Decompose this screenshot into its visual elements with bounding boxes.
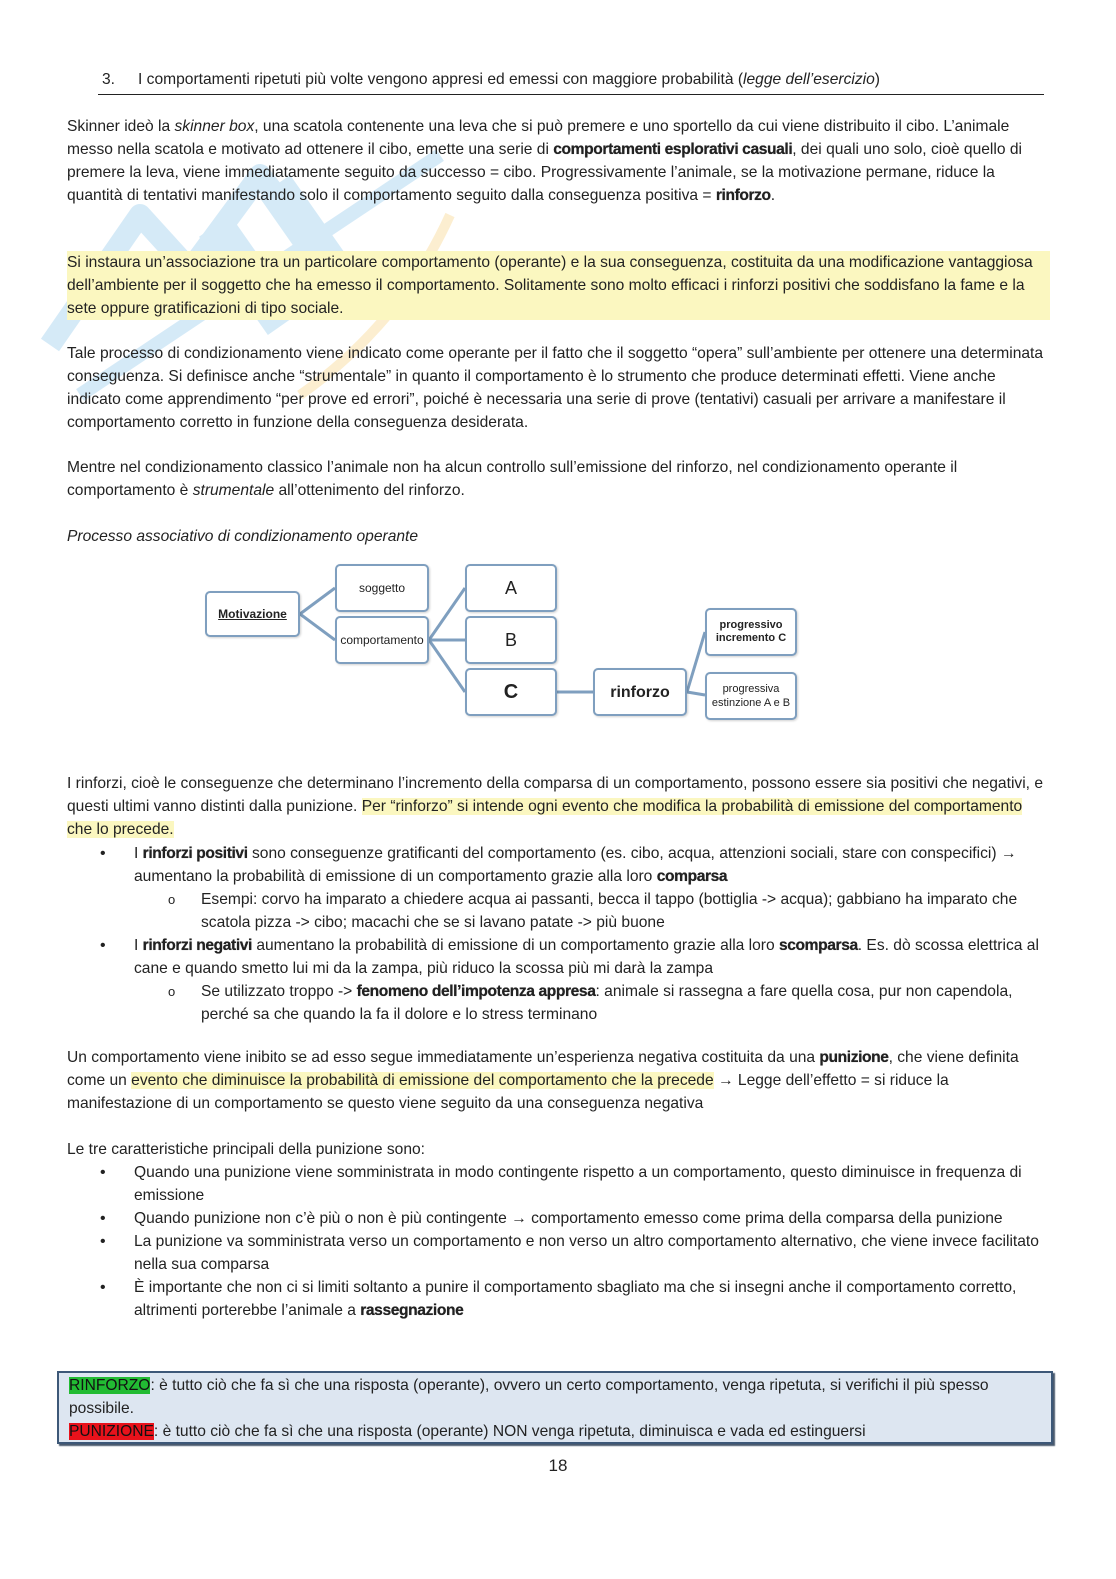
numbered-heading: [98, 68, 1044, 95]
node-b: B: [465, 616, 557, 664]
node-soggetto: soggetto: [335, 564, 429, 612]
p6-highlight: evento che diminuisce la probabilità di emissione del comportamento che la precede: [131, 1072, 714, 1089]
paragraph-associazione-highlighted: Si instaura un’associazione tra un particolare comportamento (operante) e la sua conseguenza, costituita da una modificazione vantaggiosa dell’ambiente per il soggetto che ha emesso il comportamento. Solitamente sono molto efficaci i rinforzi positivi che soddisfano la fame e la sete oppure gratificazioni di tipo sociale.: [67, 251, 1050, 320]
list-item-contingente: • Quando una punizione viene somministrata in modo contingente rispetto a un comportamento, questo diminuisce in frequenza di emissione: [67, 1161, 1047, 1207]
neg-text-c: . Es. dò scossa elettrica al cane e quando smetto lui mi da la zampa, più riduco la scossa più mi darà la zampa: [134, 937, 1039, 977]
paragraph-caratteristiche: Le tre caratteristiche principali della punizione sono:: [67, 1141, 425, 1158]
p4-text-a: Mentre nel condizionamento classico l’animale non ha alcun controllo sull’emissione del rinforzo, nel condizionamento operante il comportamento è: [67, 459, 958, 499]
p1-italic: skinner box: [174, 118, 255, 135]
sub-item-impotenza: [134, 980, 1047, 1026]
p1-keyword-rinforzo: rinforzo: [715, 187, 771, 204]
heading-text: I comportamenti ripetuti più volte vengono appresi ed emessi con maggiore probabilità (: [138, 71, 744, 88]
keyword-rinforzi-negativi: rinforzi negativi: [142, 937, 252, 954]
definitions-box: [57, 1371, 1053, 1444]
definition-rinforzo: [69, 1374, 1041, 1420]
tag-punizione: PUNIZIONE: [69, 1423, 154, 1440]
paragraph-operante: Tale processo di condizionamento viene indicato come operante per il fatto che il soggetto “opera” sull’ambiente per ottenere una determinata conseguenza. Si definisce anche “strumentale” in quanto il comportamento è lo strumento che produce determinati effetti. Viene anche indicato come apprendimento “per prove ed errori”, poiché è necessaria una serie di prove (tentativi) casuali per arrivare a manifestare il comportamento corretto in funzione della conseguenza desiderata.: [67, 345, 1044, 431]
sub-text-b: : animale si rassegna a fare quella cosa, pur non capendola, perché sa che quando la fa il dolore e lo stress terminano: [201, 983, 1013, 1023]
diagram-caption: Processo associativo di condizionamento operante: [67, 528, 419, 545]
node-progressiva-estinzione: progressiva estinzione A e B: [705, 672, 797, 720]
list-item-non-contingente: • Quando punizione non c’è più o non è più contingente → comportamento emesso come prima della comparsa della punizione: [67, 1207, 1047, 1230]
keyword-rassegnazione: rassegnazione: [360, 1302, 464, 1319]
bullet-list-rinforzi: [67, 842, 1047, 1026]
keyword-impotenza-appresa: fenomeno dell’impotenza appresa: [356, 983, 596, 1000]
p4-italic: strumentale: [192, 482, 275, 499]
list-item-rinforzi-positivi: [67, 842, 1047, 934]
definition-punizione: [69, 1420, 1041, 1443]
list-item-rassegnazione: [67, 1276, 1047, 1322]
heading-italic: legge dell’esercizio: [743, 71, 875, 88]
tag-rinforzo: RINFORZO: [69, 1377, 151, 1394]
p6-text-c: → Legge dell’effetto = si riduce la manifestazione di un comportamento se questo viene seguito da una conseguenza negativa: [67, 1072, 949, 1112]
node-comportamento: comportamento: [335, 616, 429, 664]
node-progressivo-incremento: progressivo incremento C: [705, 608, 797, 656]
p1-text-c: , una scatola contenente una leva che si può premere e uno sportello da cui viene distribuito il cibo. L’animale messo nella scatola e motivato ad ottenere il cibo, emette una serie di: [67, 118, 1010, 158]
heading-close: ): [874, 71, 880, 88]
neg-text-b: aumentano la probabilità di emissione di un comportamento grazie alla loro: [251, 937, 780, 954]
operant-conditioning-diagram: [195, 558, 815, 730]
node-rinforzo: rinforzo: [593, 668, 687, 716]
keyword-rinforzi-positivi: rinforzi positivi: [142, 845, 248, 862]
keyword-punizione: punizione: [819, 1049, 889, 1066]
pos-text-a: I: [134, 845, 143, 862]
pos-text-b: sono conseguenze gratificanti del comportamento (es. cibo, acqua, attenzioni sociali, stare con conspecifici) → aumentano la probabilità di emissione di un comportamento grazie alla loro: [134, 845, 1017, 885]
keyword-scomparsa: scomparsa: [779, 937, 858, 954]
node-c: C: [465, 668, 557, 716]
sub-text-a: Se utilizzato troppo ->: [201, 983, 357, 1000]
heading-number: 3.: [102, 71, 116, 88]
i4-text: È importante che non ci si limiti soltanto a punire il comportamento sbagliato ma che si insegni anche il comportamento corretto, altrimenti porterebbe l’animale a: [134, 1279, 1017, 1319]
definition-punizione-text: : è tutto ciò che fa sì che una risposta (operante) NON venga ripetuta, diminuisca e vada ed estinguersi: [153, 1423, 866, 1440]
definition-rinforzo-text: : è tutto ciò che fa sì che una risposta (operante), ovvero un certo comportamento, venga ripetuta, si verifichi il più spesso possibile.: [69, 1377, 989, 1417]
node-motivazione: Motivazione: [205, 591, 300, 637]
p5-text-a: I rinforzi, cioè le conseguenze che determinano l’incremento della comparsa di un comportamento, possono essere sia positivi che negativi, e questi ultimi vanno distinti dalla punizione.: [67, 775, 1044, 815]
list-item-alternativo: • La punizione va somministrata verso un comportamento e non verso un altro comportamento alternativo, che viene invece facilitato nella sua comparsa: [67, 1230, 1047, 1276]
paragraph-classico-vs-operante: [67, 456, 1047, 502]
p1-text-g: .: [770, 187, 776, 204]
paragraph-skinner-box: [67, 115, 1047, 207]
bullet-list-punizione: [67, 1161, 1047, 1322]
sub-item-esempi: o Esempi: corvo ha imparato a chiedere acqua ai passanti, becca il tappo (bottiglia -> acqua); gabbiano ha imparato che scatola pizza -> cibo; macachi che se si lavano patate -> più buone: [134, 888, 1047, 934]
keyword-comparsa: comparsa: [656, 868, 728, 885]
page-number: 18: [548, 1456, 568, 1475]
p1-keyword-comportamenti: comportamenti esplorativi casuali: [553, 141, 793, 158]
p6-text-b: , che viene definita come un: [67, 1049, 1019, 1089]
node-a: A: [465, 564, 557, 612]
p5-highlight-definition: Per “rinforzo” si intende ogni evento che modifica la probabilità di emissione del comportamento che lo precede.: [67, 798, 1023, 838]
p4-text-c: all’ottenimento del rinforzo.: [274, 482, 465, 499]
p1-text-e: , dei quali uno solo, cioè quello di premere la leva, viene immediatamente seguito da successo = cibo. Progressivamente l’animale, se la motivazione permane, riduce la quantità di tentativi manifestando solo il comportamento seguito dalla conseguenza positiva =: [67, 141, 1022, 204]
paragraph-punizione: [67, 1046, 1047, 1115]
neg-text-a: I: [134, 937, 143, 954]
list-item-rinforzi-negativi: [67, 934, 1047, 1026]
paragraph-rinforzi: [67, 772, 1047, 841]
p1-text-a: Skinner ideò la: [67, 118, 175, 135]
p6-text-a: Un comportamento viene inibito se ad esso segue immediatamente un’esperienza negativa costituita da una: [67, 1049, 820, 1066]
